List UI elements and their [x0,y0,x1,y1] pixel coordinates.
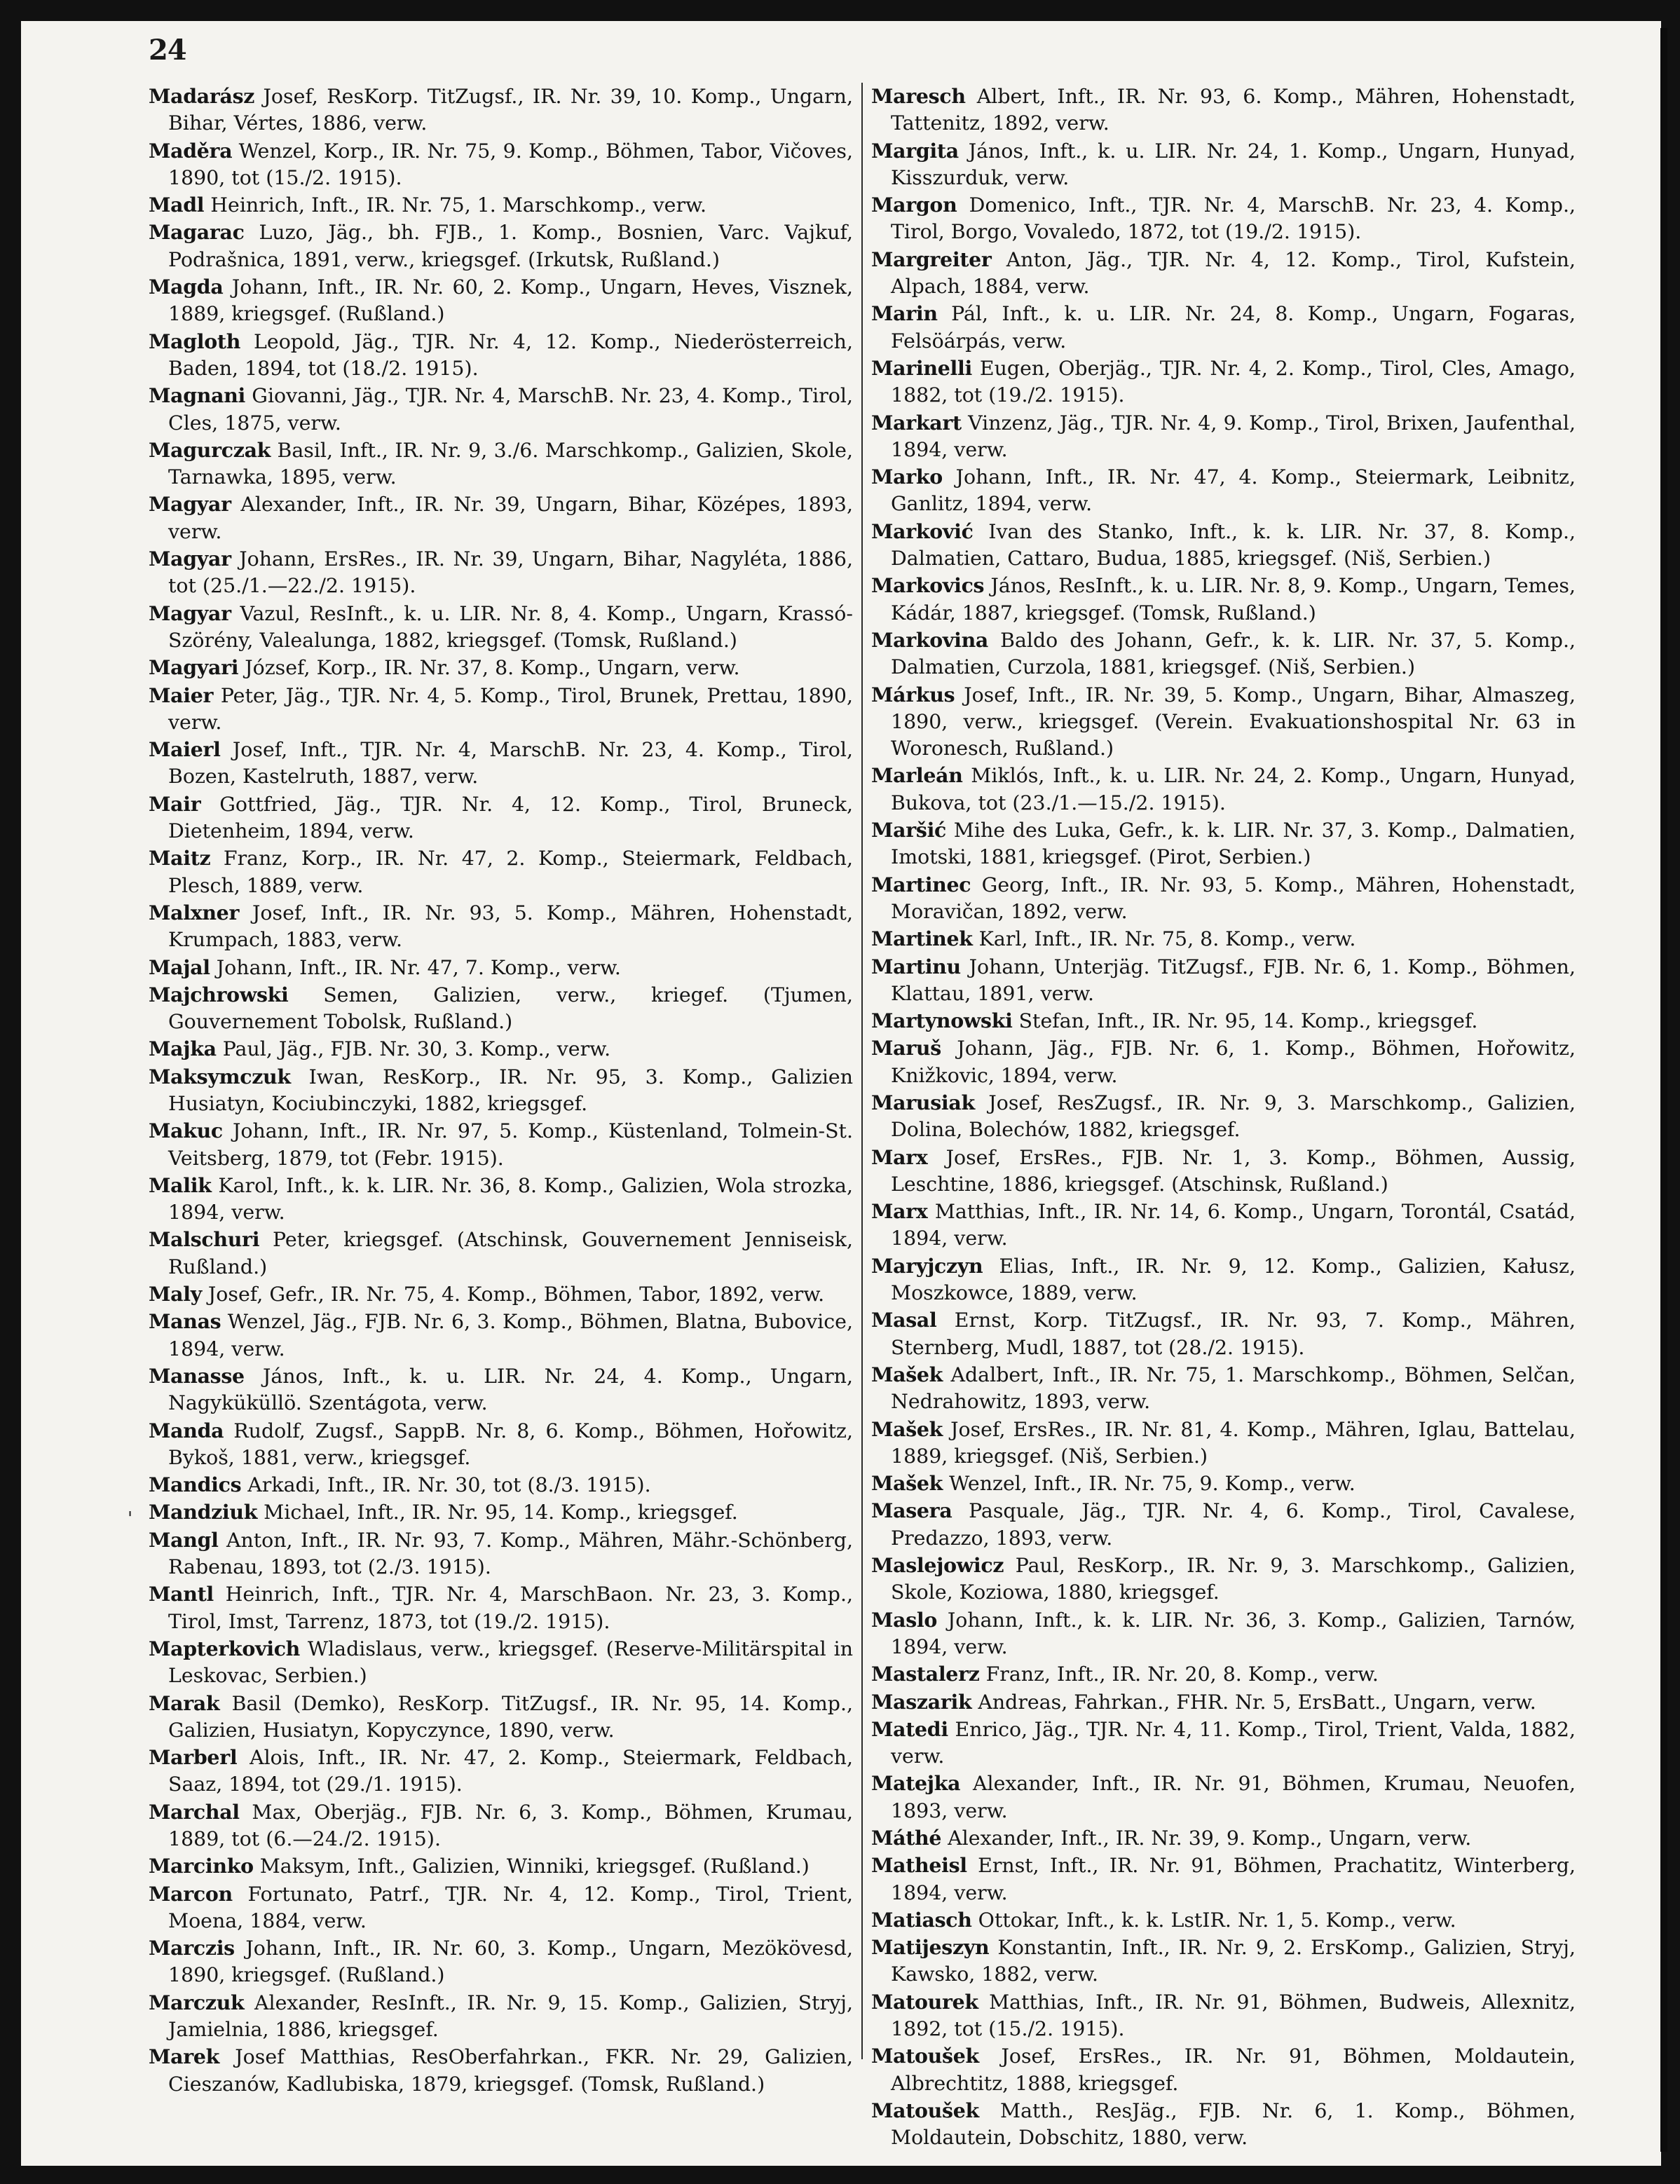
casualty-entry [149,1881,853,1935]
casualty-entry [871,300,1576,355]
casualty-entry [149,1172,853,1227]
casualty-entry [149,1581,853,1635]
entry-details: Matth., ResJäg., FJB. Nr. 6, 1. Komp., Böhmen, Moldautein, Dobschitz, 1880, verw. [891,2098,1576,2150]
entry-surname: Madl [149,193,205,217]
left-column [149,83,853,2098]
casualty-entry [871,1906,1576,1934]
entry-surname: Máthé [871,1826,942,1850]
entry-details: Josef, Gefr., IR. Nr. 75, 4. Komp., Böhmen, Tabor, 1892, verw. [201,1283,825,1306]
casualty-entry [871,953,1576,1008]
entry-details: Domenico, Inft., TJR. Nr. 4, MarschB. Nr. 23, 4. Komp., Tirol, Borgo, Vovaledo, 1872, tot (19./2. 1915). [891,193,1576,244]
entry-surname: Maslejowicz [871,1553,1004,1578]
entry-details: Alois, Inft., IR. Nr. 47, 2. Komp., Steiermark, Feldbach, Saaz, 1894, tot (29./1. 1915). [168,1746,853,1796]
entry-details: Johann, Inft., IR. Nr. 60, 2. Komp., Ungarn, Heves, Visznek, 1889, kriegsgef. (Rußland.) [168,275,853,326]
entry-details: Alexander, Inft., IR. Nr. 39, Ungarn, Bihar, Középes, 1893, verw. [168,493,853,543]
entry-surname: Marek [149,2045,220,2069]
entry-surname: Maděra [149,138,233,163]
entry-details: Josef, ErsRes., FJB. Nr. 1, 3. Komp., Böhmen, Aussig, Leschtine, 1886, kriegsgef. (Atschinsk, Rußland.) [891,1145,1576,1196]
entry-surname: Maly [149,1282,202,1306]
casualty-entry [871,1934,1576,1988]
entry-details: Pál, Inft., k. u. LIR. Nr. 24, 8. Komp., Ungarn, Fogaras, Felsöárpás, verw. [891,302,1576,353]
entry-details: Vazul, ResInft., k. u. LIR. Nr. 8, 4. Komp., Ungarn, Krassó-Szörény, Valealunga, 1882, kriegsgef. (Tomsk, Rußland.) [168,601,853,652]
entry-details: József, Korp., IR. Nr. 37, 8. Komp., Ungarn, verw. [238,656,740,680]
entry-surname: Malik [149,1173,212,1197]
casualty-entry [871,1416,1576,1470]
entry-details: Anton, Jäg., TJR. Nr. 4, 12. Komp., Tirol, Kufstein, Alpach, 1884, verw. [891,247,1576,299]
entry-details: Ernst, Korp. TitZugsf., IR. Nr. 93, 7. Komp., Mähren, Sternberg, Mudl, 1887, tot (28./2. 1915). [891,1309,1576,1359]
entry-surname: Makuc [149,1119,223,1143]
entry-surname: Mapterkovich [149,1636,301,1660]
entry-surname: Mair [149,791,201,816]
casualty-entry [149,1852,853,1880]
entry-surname: Markovina [871,627,989,652]
casualty-entry [149,1308,853,1363]
entry-details: Karl, Inft., IR. Nr. 75, 8. Komp., verw. [972,927,1356,951]
casualty-entry [871,2097,1576,2152]
casualty-entry [149,2043,853,2098]
casualty-entry [149,1527,853,1581]
entry-surname: Manda [149,1418,224,1442]
entry-surname: Magda [149,275,224,299]
casualty-entry [149,899,853,954]
casualty-entry [871,1552,1576,1606]
entry-surname: Marx [871,1145,928,1169]
entry-surname: Mašek [871,1471,943,1496]
entry-details: Johann, Inft., k. k. LIR. Nr. 36, 3. Komp., Galizien, Tarnów, 1894, verw. [891,1608,1576,1658]
entry-surname: Maruš [871,1036,941,1060]
entry-details: Georg, Inft., IR. Nr. 93, 5. Komp., Mähren, Hohenstadt, Moravičan, 1892, verw. [891,873,1576,923]
entry-details: Wenzel, Inft., IR. Nr. 75, 9. Komp., verw. [943,1472,1355,1496]
entry-surname: Masal [871,1308,937,1332]
entry-details: Anton, Inft., IR. Nr. 93, 7. Komp., Mähren, Mähr.-Schönberg, Rabenau, 1893, tot (2./3. 1915). [168,1528,853,1579]
entry-details: Peter, kriegsgef. (Atschinsk, Gouvernement Jenniseisk, Rußland.) [168,1228,853,1278]
casualty-entry [149,1690,853,1745]
entry-surname: Margreiter [871,247,992,271]
entry-surname: Marcon [149,1881,233,1906]
entry-surname: Marin [871,301,938,326]
casualty-entry [149,1363,853,1417]
entry-surname: Majka [149,1037,217,1061]
entry-details: Alexander, ResInft., IR. Nr. 9, 15. Komp., Galizien, Stryj, Jamielnia, 1886, kriegsgef. [168,1991,853,2042]
entry-details: Luzo, Jäg., bh. FJB., 1. Komp., Bosnien, Varc. Vajkuf, Podrašnica, 1891, verw., kriegsgef. (Irkutsk, Rußland.) [168,221,853,271]
entry-surname: Martinec [871,872,971,896]
entry-details: Eugen, Oberjäg., TJR. Nr. 4, 2. Komp., Tirol, Cles, Amago, 1882, tot (19./2. 1915). [891,356,1576,407]
casualty-entry [871,572,1576,627]
entry-details: Josef, Inft., IR. Nr. 39, 5. Komp., Ungarn, Bihar, Almaszeg, 1890, verw., kriegsgef. (Verein. Evakuationshospital Nr. 63 in Woronesch, Rußland.) [891,683,1576,760]
entry-details: Konstantin, Inft., IR. Nr. 9, 2. ErsKomp., Galizien, Stryj, Kawsko, 1882, verw. [891,1936,1576,1986]
entry-surname: Marusiak [871,1090,975,1114]
casualty-entry [871,83,1576,137]
entry-details: Johann, Unterjäg. TitZugsf., FJB. Nr. 6, 1. Komp., Böhmen, Klattau, 1891, verw. [891,955,1576,1005]
entry-details: Basil, Inft., IR. Nr. 9, 3./6. Marschkomp., Galizien, Skole, Tarnawka, 1895, verw. [168,438,853,489]
entry-details: János, Inft., k. u. LIR. Nr. 24, 4. Komp., Ungarn, Nagyküküllö. Szentágota, verw. [168,1364,853,1415]
entry-surname: Margon [871,193,957,217]
entry-details: Enrico, Jäg., TJR. Nr. 4, 11. Komp., Tirol, Trient, Valda, 1882, verw. [891,1717,1576,1768]
entry-details: Franz, Korp., IR. Nr. 47, 2. Komp., Steiermark, Feldbach, Plesch, 1889, verw. [168,847,853,897]
entry-details: Johann, ErsRes., IR. Nr. 39, Ungarn, Bihar, Nagyléta, 1886, tot (25./1.—22./2. 1915). [168,547,853,598]
entry-surname: Majal [149,955,210,979]
entry-surname: Mašek [871,1362,943,1386]
page-number: 24 [149,34,186,67]
entry-surname: Márkus [871,682,955,707]
entry-details: Iwan, ResKorp., IR. Nr. 95, 3. Komp., Galizien Husiatyn, Kociubinczyki, 1882, kriegsgef. [168,1065,853,1115]
entry-details: Alexander, Inft., IR. Nr. 39, 9. Komp., Ungarn, verw. [941,1827,1472,1850]
entry-details: János, Inft., k. u. LIR. Nr. 24, 1. Komp., Ungarn, Hunyad, Kisszurduk, verw. [891,139,1576,189]
entry-surname: Magurczak [149,437,271,462]
casualty-entry [871,1606,1576,1661]
casualty-entry [149,1499,853,1526]
entry-details: Ottokar, Inft., k. k. LstIR. Nr. 1, 5. Komp., verw. [971,1908,1456,1932]
right-column [871,83,1576,2152]
entry-surname: Marcinko [149,1854,254,1878]
entry-details: Johann, Inft., IR. Nr. 60, 3. Komp., Ungarn, Mezökövesd, 1890, kriegsgef. (Rußland.) [168,1937,853,1987]
entry-details: Matthias, Inft., IR. Nr. 91, Böhmen, Budweis, Allexnitz, 1892, tot (15./2. 1915). [891,1990,1576,2041]
entry-details: Maksym, Inft., Galizien, Winniki, kriegsgef. (Rußland.) [253,1855,810,1878]
entry-details: Josef, Inft., TJR. Nr. 4, MarschB. Nr. 23, 4. Komp., Tirol, Bozen, Kastelruth, 1887, verw. [168,738,853,789]
casualty-entry [149,437,853,491]
entry-details: Wenzel, Jäg., FJB. Nr. 6, 3. Komp., Böhmen, Blatna, Bubovice, 1894, verw. [168,1310,853,1360]
entry-surname: Martinu [871,954,961,978]
entry-surname: Marinelli [871,355,972,380]
casualty-entry [149,137,853,192]
entry-surname: Marczuk [149,1990,245,2014]
casualty-entry [149,273,853,328]
entry-surname: Manasse [149,1363,245,1388]
entry-surname: Marković [871,519,974,543]
casualty-entry [871,518,1576,573]
casualty-entry [149,682,853,737]
entry-details: Heinrich, Inft., IR. Nr. 75, 1. Marschkomp., verw. [204,193,707,217]
casualty-entry [149,654,853,681]
entry-details: Franz, Inft., IR. Nr. 20, 8. Komp., verw. [979,1663,1379,1686]
entry-surname: Markart [871,410,962,435]
entry-surname: Marak [149,1691,220,1715]
entry-surname: Martinek [871,927,973,951]
entry-surname: Markovics [871,573,985,598]
margin-mark: ' [128,1508,133,1529]
entry-details: Leopold, Jäg., TJR. Nr. 4, 12. Komp., Niederösterreich, Baden, 1894, tot (18./2. 1915). [168,329,853,380]
entry-details: Arkadi, Inft., IR. Nr. 30, tot (8./3. 1915). [241,1473,651,1497]
casualty-entry [149,545,853,600]
entry-details: Adalbert, Inft., IR. Nr. 75, 1. Marschkomp., Böhmen, Selčan, Nedrahowitz, 1893, verw. [891,1363,1576,1414]
entry-surname: Magyar [149,601,231,625]
entry-surname: Matheisl [871,1853,967,1878]
entry-details: Johann, Inft., IR. Nr. 47, 4. Komp., Steiermark, Leibnitz, Ganlitz, 1894, verw. [891,465,1576,516]
entry-details: Mihe des Luka, Gefr., k. k. LIR. Nr. 37, 3. Komp., Dalmatien, Imotski, 1881, kriegsgef. (Pirot, Serbien.) [891,819,1576,869]
casualty-entry [149,1989,853,2044]
entry-surname: Mangl [149,1527,219,1552]
entry-details: Max, Oberjäg., FJB. Nr. 6, 3. Komp., Böhmen, Krumau, 1889, tot (6.—24./2. 1915). [168,1800,853,1850]
casualty-entry [871,191,1576,246]
entry-details: János, ResInft., k. u. LIR. Nr. 8, 9. Komp., Ungarn, Temes, Kádár, 1887, kriegsgef. (Tomsk, Rußland.) [891,574,1576,625]
entry-surname: Matijeszyn [871,1935,990,1960]
casualty-entry [149,600,853,655]
entry-details: Stefan, Inft., IR. Nr. 95, 14. Komp., kriegsgef. [1012,1009,1478,1033]
entry-details: Peter, Jäg., TJR. Nr. 4, 5. Komp., Tirol, Brunek, Prettau, 1890, verw. [168,683,853,734]
entry-details: Johann, Inft., IR. Nr. 97, 5. Komp., Küstenland, Tolmein-St. Veitsberg, 1879, tot (Febr. 1915). [168,1119,853,1170]
entry-details: Josef, ErsRes., IR. Nr. 91, Böhmen, Moldautein, Albrechtitz, 1888, kriegsgef. [891,2045,1576,2095]
casualty-entry [871,1007,1576,1035]
entry-details: Baldo des Johann, Gefr., k. k. LIR. Nr. 37, 5. Komp., Dalmatien, Curzola, 1881, kriegsgef. (Niš, Serbien.) [891,628,1576,679]
casualty-entry [871,137,1576,192]
entry-details: Andreas, Fahrkan., FHR. Nr. 5, ErsBatt., Ungarn, verw. [971,1690,1536,1714]
casualty-entry [871,409,1576,464]
casualty-entry [149,1471,853,1499]
entry-surname: Matoušek [871,2098,979,2122]
entry-details: Basil (Demko), ResKorp. TitZugsf., IR. Nr. 95, 14. Komp., Galizien, Husiatyn, Kopyczynce, 1890, verw. [168,1691,853,1742]
entry-details: Elias, Inft., IR. Nr. 9, 12. Komp., Galizien, Kałusz, Moszkowce, 1889, verw. [891,1254,1576,1305]
entry-details: Vinzenz, Jäg., TJR. Nr. 4, 9. Komp., Tirol, Brixen, Jaufenthal, 1894, verw. [891,411,1576,461]
entry-details: Heinrich, Inft., TJR. Nr. 4, MarschBaon. Nr. 23, 3. Komp., Tirol, Imst, Tarrenz, 1873, tot (19./2. 1915). [168,1583,853,1633]
casualty-entry [871,1688,1576,1716]
entry-details: Johann, Inft., IR. Nr. 47, 7. Komp., verw. [210,955,621,979]
entry-details: Josef, ErsRes., IR. Nr. 81, 4. Komp., Mähren, Iglau, Battelau, 1889, kriegsgef. (Niš, Serbien.) [891,1417,1576,1468]
entry-surname: Marczis [149,1936,235,1960]
casualty-entry [871,1253,1576,1307]
entry-details: Karol, Inft., k. k. LIR. Nr. 36, 8. Komp., Galizien, Wola strozka, 1894, verw. [168,1173,853,1224]
entry-surname: Mantl [149,1582,214,1606]
entry-surname: Matoušek [871,2044,979,2068]
entry-surname: Martynowski [871,1009,1013,1033]
casualty-entry [149,1117,853,1172]
entry-surname: Magyar [149,547,231,571]
casualty-entry [871,1306,1576,1361]
entry-surname: Malschuri [149,1227,260,1252]
entry-surname: Magloth [149,329,241,353]
casualty-entry [871,762,1576,817]
entry-surname: Matiasch [871,1907,972,1932]
casualty-entry [149,1035,853,1063]
entry-surname: Masera [871,1499,952,1523]
casualty-entry [149,83,853,137]
entry-details: Gottfried, Jäg., TJR. Nr. 4, 12. Komp., Tirol, Bruneck, Dietenheim, 1894, verw. [168,792,853,843]
casualty-entry [871,871,1576,926]
entry-surname: Mastalerz [871,1662,980,1686]
entry-surname: Mašek [871,1417,943,1441]
entry-surname: Maierl [149,737,221,762]
entry-surname: Magyar [149,492,231,517]
entry-details: Michael, Inft., IR. Nr. 95, 14. Komp., kriegsgef. [257,1501,738,1524]
casualty-entry [871,1770,1576,1824]
entry-surname: Magyari [149,655,239,680]
casualty-entry [871,925,1576,953]
entry-details: Fortunato, Patrf., TJR. Nr. 4, 12. Komp., Tirol, Trient, Moena, 1884, verw. [168,1882,853,1932]
entry-surname: Matejka [871,1771,961,1796]
casualty-entry [149,1799,853,1853]
entry-details: Paul, ResKorp., IR. Nr. 9, 3. Marschkomp., Galizien, Skole, Koziowa, 1880, kriegsgef. [891,1554,1576,1604]
entry-surname: Marleán [871,763,963,788]
casualty-entry [871,1361,1576,1416]
casualty-entry [871,681,1576,763]
entry-surname: Magnani [149,383,246,408]
casualty-entry [871,1089,1576,1144]
casualty-entry [149,491,853,545]
entry-details: Josef, ResZugsf., IR. Nr. 9, 3. Marschkomp., Galizien, Dolina, Bolechów, 1882, kriegsgef. [891,1091,1576,1142]
casualty-entry [149,191,853,219]
casualty-entry [149,328,853,383]
casualty-entry [149,219,853,273]
casualty-entry [871,246,1576,301]
casualty-entry [149,1063,853,1118]
entry-details: Alexander, Inft., IR. Nr. 91, Böhmen, Krumau, Neuofen, 1893, verw. [891,1772,1576,1822]
entry-details: Albert, Inft., IR. Nr. 93, 6. Komp., Mähren, Hohenstadt, Tattenitz, 1892, verw. [891,85,1576,135]
entry-details: Ernst, Inft., IR. Nr. 91, Böhmen, Prachatitz, Winterberg, 1894, verw. [891,1854,1576,1904]
casualty-entry [149,845,853,899]
entry-surname: Mandics [149,1473,242,1497]
entry-details: Paul, Jäg., FJB. Nr. 30, 3. Komp., verw. [216,1037,611,1061]
casualty-entry [871,1988,1576,2043]
entry-details: Johann, Jäg., FJB. Nr. 6, 1. Komp., Böhmen, Hořowitz, Knižkovic, 1894, verw. [891,1037,1576,1087]
casualty-entry [149,791,853,845]
entry-surname: Manas [149,1309,221,1334]
entry-surname: Madarász [149,84,255,108]
entry-surname: Mandziuk [149,1500,258,1524]
entry-surname: Maitz [149,846,211,871]
column-divider [861,83,863,2059]
entry-details: Wenzel, Korp., IR. Nr. 75, 9. Komp., Böhmen, Tabor, Vičoves, 1890, tot (15./2. 1915). [168,139,853,189]
casualty-entry [871,1497,1576,1552]
casualty-entry [149,981,853,1036]
casualty-entry [149,1744,853,1799]
casualty-entry [871,1716,1576,1770]
casualty-entry [871,1470,1576,1497]
casualty-entry [871,2042,1576,2097]
casualty-entry [871,1660,1576,1688]
entry-surname: Margita [871,138,959,163]
entry-surname: Marberl [149,1745,238,1770]
casualty-entry [149,736,853,791]
casualty-entry [871,627,1576,681]
entry-details: Ivan des Stanko, Inft., k. k. LIR. Nr. 37, 8. Komp., Dalmatien, Cattaro, Budua, 1885, kriegsgef. (Niš, Serbien.) [891,519,1576,571]
entry-surname: Maresch [871,84,966,108]
page-edge-shadow [1660,28,1667,2152]
entry-details: Rudolf, Zugsf., SappB. Nr. 8, 6. Komp., Böhmen, Hořowitz, Bykoš, 1881, verw., kriegsgef. [168,1419,853,1469]
casualty-entry [871,1852,1576,1906]
entry-surname: Maslo [871,1607,938,1632]
entry-surname: Maršić [871,818,947,842]
casualty-entry [149,1281,853,1308]
casualty-entry [871,1198,1576,1253]
casualty-entry [871,355,1576,409]
entry-surname: Matedi [871,1717,948,1741]
entry-surname: Majchrowski [149,982,289,1006]
entry-surname: Maksymczuk [149,1064,291,1088]
casualty-entry [149,1635,853,1690]
entry-surname: Maryjczyn [871,1253,983,1278]
entry-details: Miklós, Inft., k. u. LIR. Nr. 24, 2. Komp., Ungarn, Hunyad, Bukova, tot (23./1.—15./2. 1915). [891,764,1576,814]
entry-details: Josef, Inft., IR. Nr. 93, 5. Komp., Mähren, Hohenstadt, Krumpach, 1883, verw. [168,901,853,952]
casualty-entry [149,1417,853,1472]
entry-surname: Matourek [871,1989,978,2014]
casualty-entry [149,1226,853,1281]
casualty-entry [871,1824,1576,1852]
casualty-entry [871,1144,1576,1199]
entry-details: Pasquale, Jäg., TJR. Nr. 4, 6. Komp., Tirol, Cavalese, Predazzo, 1893, verw. [891,1499,1576,1550]
entry-details: Giovanni, Jäg., TJR. Nr. 4, MarschB. Nr. 23, 4. Komp., Tirol, Cles, 1875, verw. [168,384,853,435]
entry-details: Josef Matthias, ResOberfahrkan., FKR. Nr. 29, Galizien, Cieszanów, Kadlubiska, 1879, kriegsgef. (Tomsk, Rußland.) [168,2045,853,2096]
entry-surname: Marko [871,465,943,489]
casualty-entry [871,817,1576,871]
entry-surname: Marx [871,1199,928,1224]
casualty-entry [871,1035,1576,1089]
entry-details: Josef, ResKorp. TitZugsf., IR. Nr. 39, 10. Komp., Ungarn, Bihar, Vértes, 1886, verw. [168,85,853,135]
entry-surname: Magarac [149,220,245,245]
entry-details: Semen, Galizien, verw., kriegef. (Tjumen, Gouvernement Tobolsk, Rußland.) [168,983,853,1034]
casualty-entry [871,463,1576,518]
entry-surname: Marchal [149,1799,240,1824]
casualty-entry [149,382,853,437]
entry-surname: Maier [149,683,214,707]
entry-surname: Malxner [149,900,240,924]
entry-details: Matthias, Inft., IR. Nr. 14, 6. Komp., Ungarn, Torontál, Csatád, 1894, verw. [891,1200,1576,1250]
entry-surname: Maszarik [871,1689,972,1714]
entry-details: Wladislaus, verw., kriegsgef. (Reserve-Militärspital in Leskovac, Serbien.) [168,1637,853,1688]
casualty-entry [149,954,853,981]
casualty-entry [149,1934,853,1989]
